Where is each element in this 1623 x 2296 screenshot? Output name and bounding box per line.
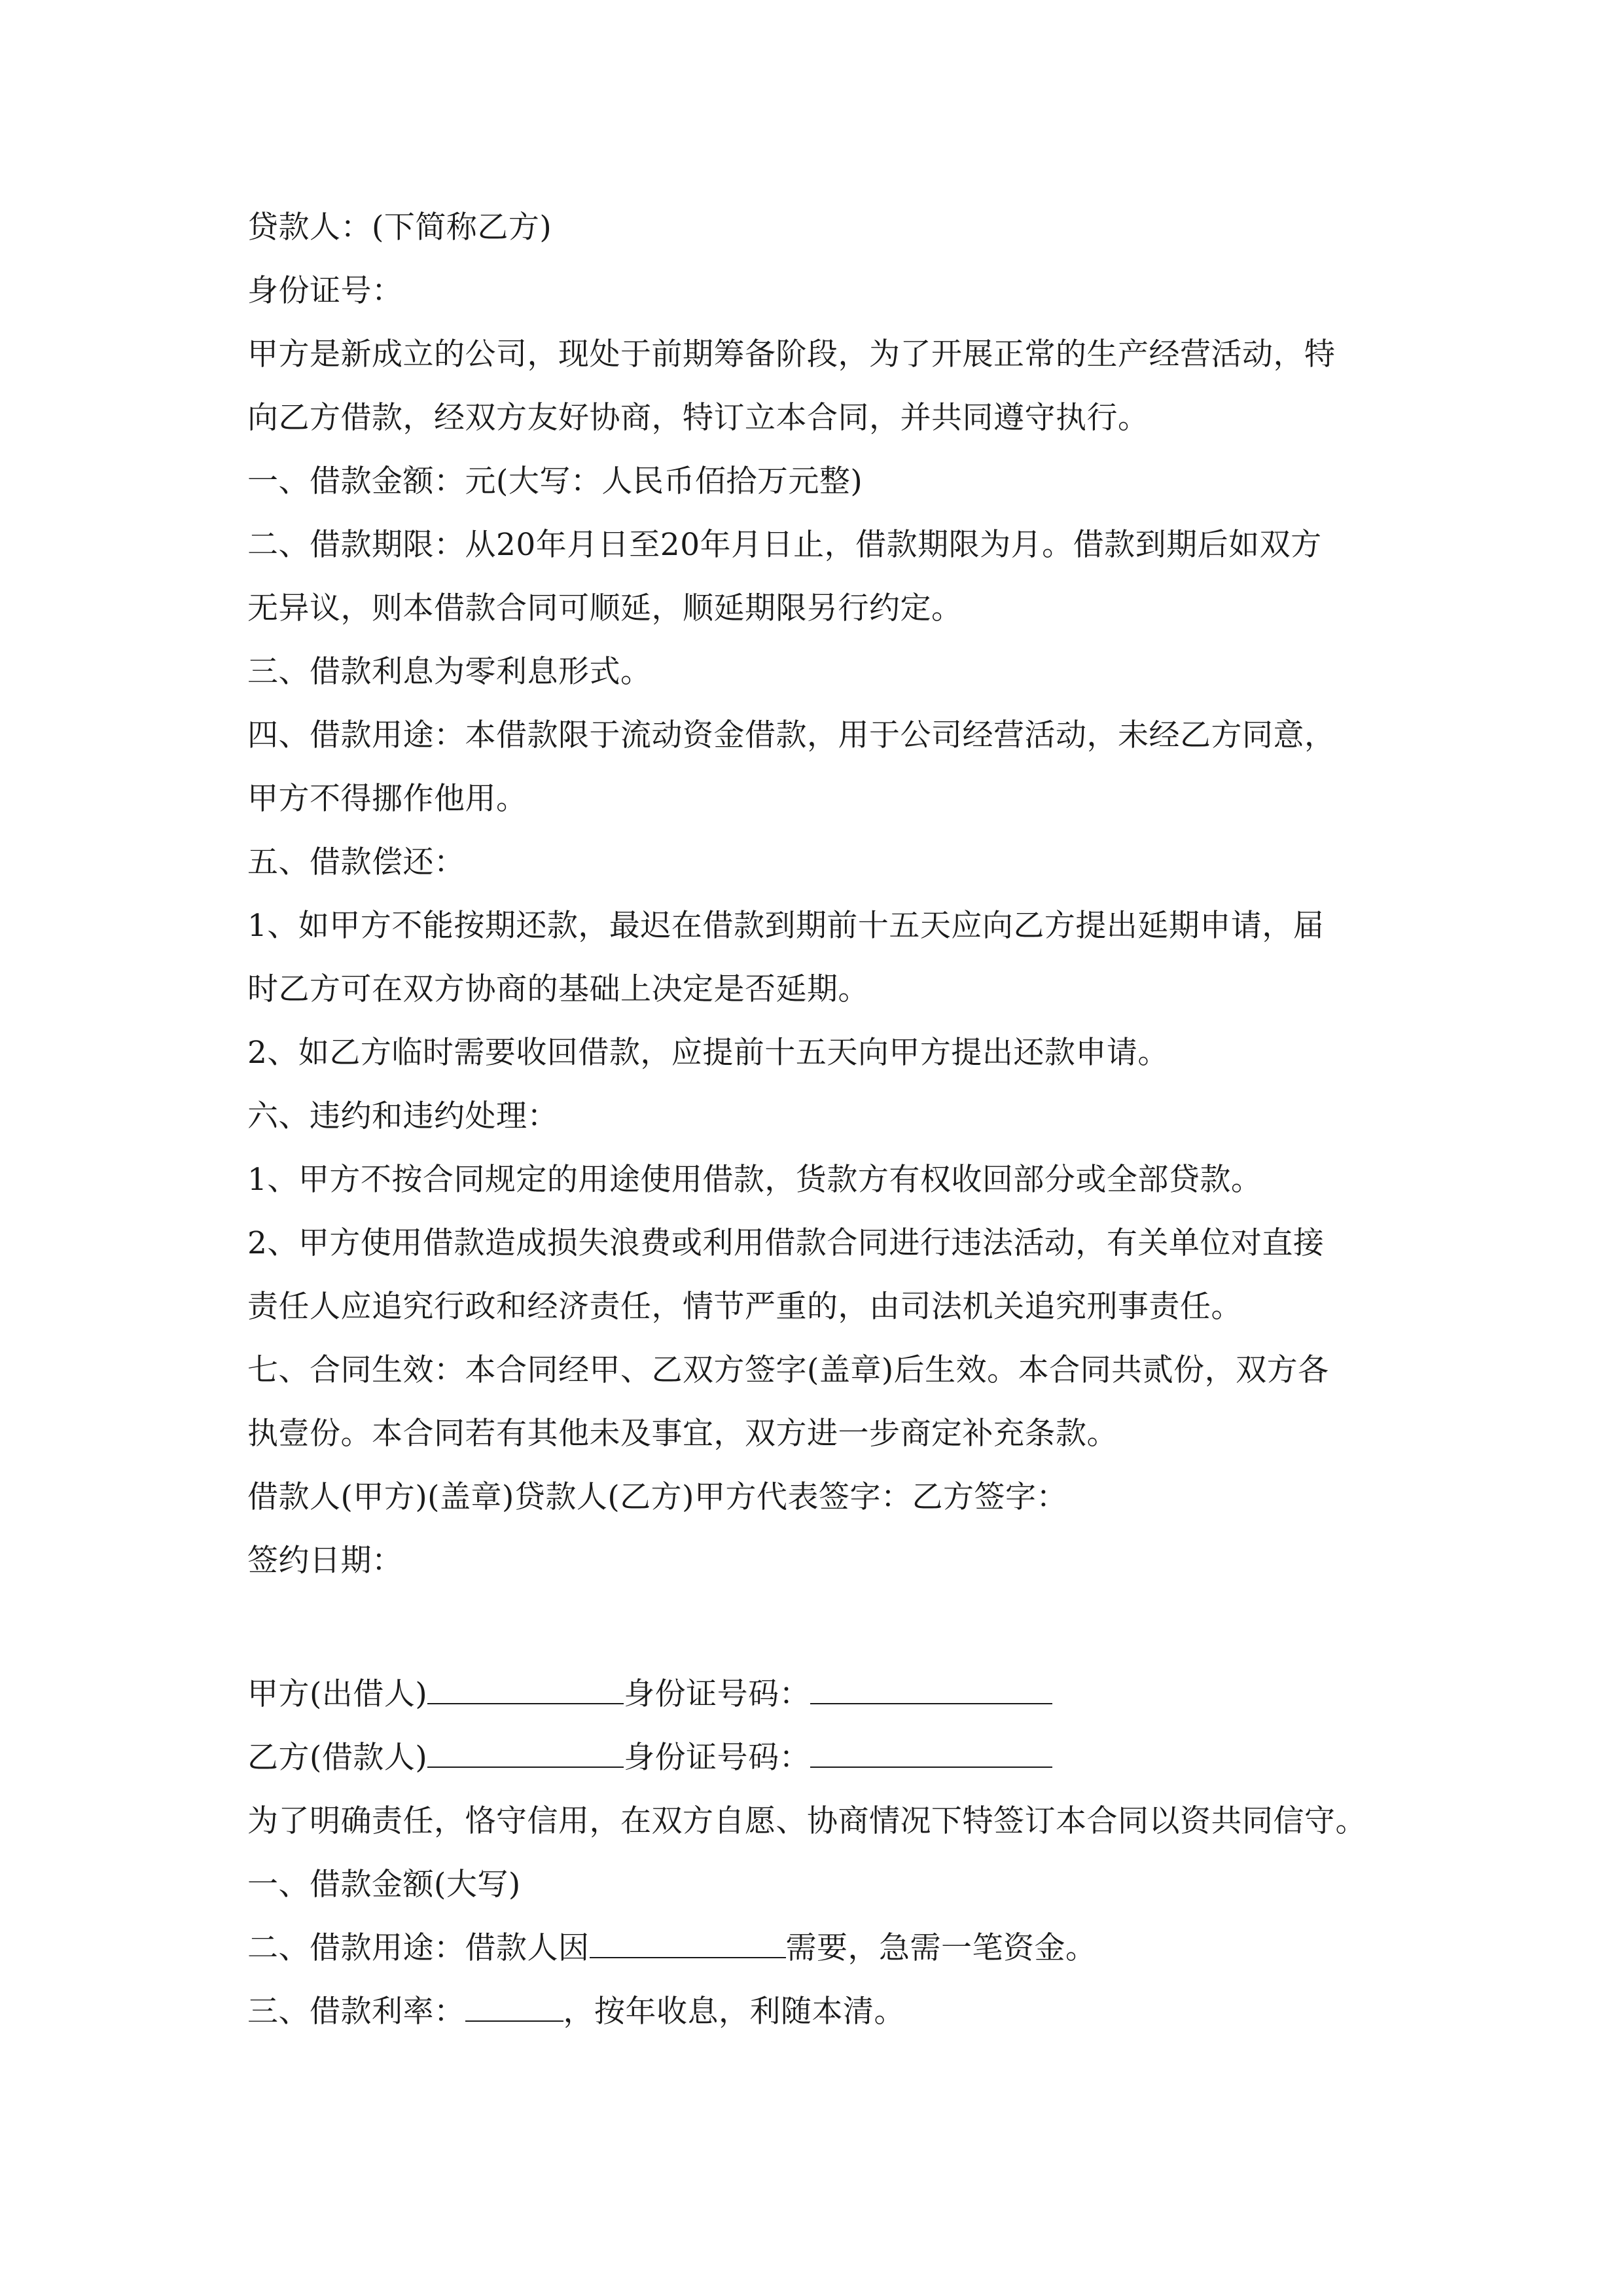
sign-date-line: 签约日期： bbox=[247, 1543, 403, 1579]
clause-4-purpose-line-2: 甲方不得挪作他用。 bbox=[247, 781, 527, 817]
party-b-label: 乙方(借款人) bbox=[247, 1740, 428, 1776]
lender-line: 贷款人：(下简称乙方) bbox=[247, 209, 552, 245]
tail-purpose-prefix: 二、借款用途：借款人因 bbox=[247, 1930, 590, 1966]
party-a-id-blank bbox=[810, 1677, 1052, 1704]
signature-line: 借款人(甲方)(盖章)贷款人(乙方)甲方代表签字：乙方签字： bbox=[247, 1479, 1068, 1515]
tail-amount-line: 一、借款金额(大写) bbox=[247, 1867, 521, 1903]
id-number-line: 身份证号： bbox=[247, 273, 403, 309]
tail-rate-prefix: 三、借款利率： bbox=[247, 1994, 465, 2030]
clause-5-item-2: 2、如乙方临时需要收回借款，应提前十五天向甲方提出还款申请。 bbox=[247, 1035, 1169, 1071]
party-a-line bbox=[247, 1675, 1052, 1714]
party-a-name-blank bbox=[427, 1677, 624, 1704]
clause-2-term-line-2: 无异议，则本借款合同可顺延，顺延期限另行约定。 bbox=[247, 590, 963, 626]
tail-purpose-suffix: 需要，急需一笔资金。 bbox=[785, 1930, 1097, 1966]
party-b-id-blank bbox=[810, 1740, 1052, 1768]
party-a-label: 甲方(出借人) bbox=[247, 1676, 428, 1712]
party-b-name-blank bbox=[427, 1740, 624, 1768]
tail-rate-blank bbox=[465, 1994, 563, 2022]
clause-6-item-2-line-2: 责任人应追究行政和经济责任，情节严重的，由司法机关追究刑事责任。 bbox=[247, 1289, 1242, 1325]
tail-purpose-line bbox=[247, 1929, 1097, 1968]
clause-7-line-1: 七、合同生效：本合同经甲、乙双方签字(盖章)后生效。本合同共贰份，双方各 bbox=[247, 1352, 1329, 1388]
clause-4-purpose-line-1: 四、借款用途：本借款限于流动资金借款，用于公司经营活动，未经乙方同意， bbox=[247, 717, 1336, 753]
party-b-id-label: 身份证号码： bbox=[624, 1740, 811, 1776]
clause-5-item-1-line-2: 时乙方可在双方协商的基础上决定是否延期。 bbox=[247, 971, 869, 1007]
clause-5-heading: 五、借款偿还： bbox=[247, 844, 465, 880]
tail-rate-line bbox=[247, 1992, 905, 2032]
intro-line-1: 甲方是新成立的公司，现处于前期筹备阶段，为了开展正常的生产经营活动，特 bbox=[247, 336, 1336, 372]
tail-rate-suffix: ，按年收息，利随本清。 bbox=[563, 1994, 905, 2030]
clause-2-term-line-1: 二、借款期限：从20年月日至20年月日止，借款期限为月。借款到期后如双方 bbox=[247, 527, 1322, 563]
clause-3-interest: 三、借款利息为零利息形式。 bbox=[247, 654, 652, 690]
tail-purpose-blank bbox=[590, 1931, 786, 1958]
clause-7-line-2: 执壹份。本合同若有其他未及事宜，双方进一步商定补充条款。 bbox=[247, 1416, 1118, 1452]
preamble-line: 为了明确责任，恪守信用，在双方自愿、协商情况下特签订本合同以资共同信守。 bbox=[247, 1803, 1366, 1839]
clause-6-item-1: 1、甲方不按合同规定的用途使用借款，货款方有权收回部分或全部贷款。 bbox=[247, 1162, 1262, 1198]
party-a-id-label: 身份证号码： bbox=[624, 1676, 811, 1712]
clause-6-heading: 六、违约和违约处理： bbox=[247, 1098, 558, 1134]
clause-1-amount: 一、借款金额：元(大写：人民币佰拾万元整) bbox=[247, 463, 863, 499]
clause-5-item-1-line-1: 1、如甲方不能按期还款，最迟在借款到期前十五天应向乙方提出延期申请，届 bbox=[247, 908, 1325, 944]
intro-line-2: 向乙方借款，经双方友好协商，特订立本合同，并共同遵守执行。 bbox=[247, 400, 1149, 436]
clause-6-item-2-line-1: 2、甲方使用借款造成损失浪费或利用借款合同进行违法活动，有关单位对直接 bbox=[247, 1225, 1325, 1261]
party-b-line bbox=[247, 1738, 1052, 1778]
